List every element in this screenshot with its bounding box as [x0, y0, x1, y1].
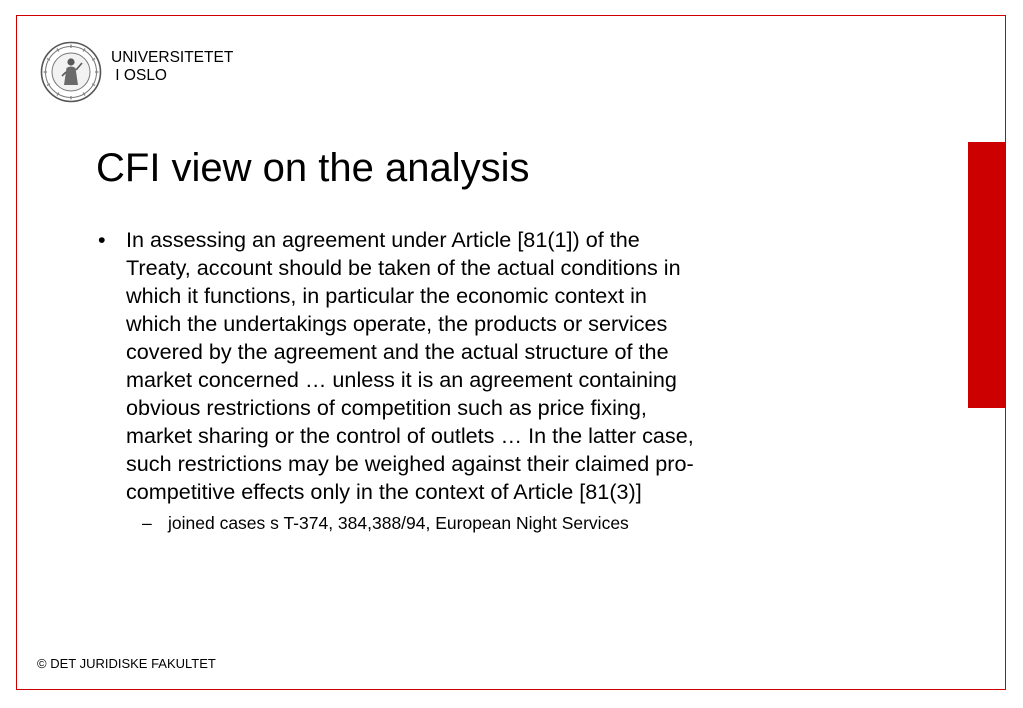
university-name — [111, 49, 233, 85]
slide-body — [98, 226, 828, 535]
footer-text: © DET JURIDISKE FAKULTET — [37, 656, 216, 671]
university-name-line-2: I OSLO — [111, 67, 167, 84]
bullet-marker: • — [98, 227, 106, 252]
sub-bullet-text: joined cases s T-374, 384,388/94, European Night Services — [168, 513, 629, 533]
university-seal-icon — [40, 41, 102, 103]
accent-bar — [968, 142, 1006, 408]
bullet-text: In assessing an agreement under Article [81(1]) of the Treaty, account should be taken of the actual conditions in which it functions, in particular the economic context in which the undertakings operate, the products or services covered by the agreement and the actual structure of the market concerned … unless it is an agreement containing obvious restrictions of competition such as price fixing, market sharing or the control of outlets … In the latter case, such restrictions may be weighed against their claimed pro- competitive effects only in the context of Article [81(3)] — [126, 227, 694, 504]
sub-bullet-marker: – — [142, 513, 152, 533]
sub-bullet-item — [98, 511, 828, 535]
bullet-item — [98, 226, 828, 506]
university-name-line-1: UNIVERSITETET — [111, 49, 234, 66]
slide-title: CFI view on the analysis — [96, 146, 530, 190]
